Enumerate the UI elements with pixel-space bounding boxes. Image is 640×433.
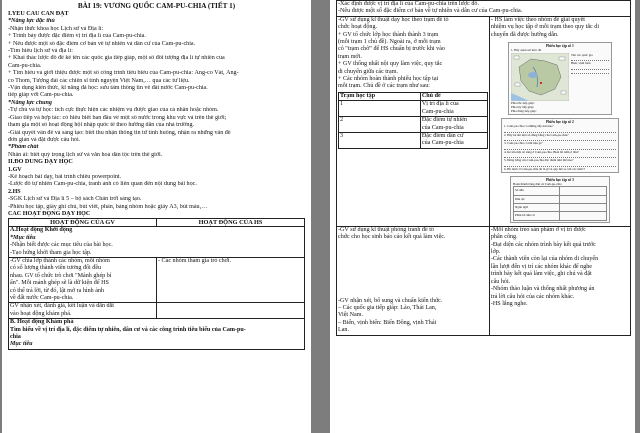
gv-text-line: ẩn". Mỗi mảnh ghép sẽ là dữ kiện để HS [10,280,109,287]
gv-text-line: về đất nước Cam-pu-chia. [10,295,74,302]
objective-line: -Giao tiếp và hợp tác: có hiểu biết ban đầu về một số nước trong khu vực và trên thế giới; [8,114,227,121]
gv-text-line: có số lượng thành viên tương đối đều [10,265,102,272]
warmup-hs-cell [157,258,305,303]
activity-table [8,218,305,350]
explore-subheading: Tìm hiểu về vị trí địa lí, đặc điểm tự nhiên, dân cư và các công trình tiêu biểu của Cam-pu- [10,326,246,333]
conclusion-hs-cell [157,303,305,319]
objective-line: I.YÊU CẦU CẦN ĐẠT [8,11,69,17]
hs-text-line: - Các nhóm tham gia trò chơi. [158,258,232,264]
gv-text-line: + GV thống nhất nội quy làm việc, quy tắc [338,61,443,68]
explore-heading: B. Hoạt động Khám phá [10,319,74,326]
objective-line: -Nhận thức khoa học Lịch sử và Địa lí: [8,25,104,32]
worksheet-3-row-label: Số dân [513,187,560,195]
station-number: 1 [339,101,421,117]
gv-text-line: có thể trả lời, từ đó, lật mở ra hình ảnh [10,287,105,294]
worksheet-1-item: Phía đông tiếp giáp: [510,108,537,113]
warmup-row [9,227,305,258]
gv-text-line: – Các quốc gia tiếp giáp: Lào, Thái Lan, [338,305,437,312]
gv-text-line: -GV chia lớp thành các nhóm, mỗi nhóm [10,258,110,264]
hs-text-line: trình bày kết quả làm việc, ghi chú và đặt [490,271,592,278]
gv-text-line: mỗi trạm. Chủ đề ở các trạm như sau: [338,83,430,90]
document-page-2 [330,0,635,433]
objective-line: Cam-pu-chia. [8,62,42,69]
worksheet-2-question: 5. Đồng bằng của Cam-pu-chia đặc điểm như thế nào? [503,158,574,163]
goal-line: -Nêu được một số đặc điểm cơ bản về tự nhiên và dân cư của Cam-pu-chia. [338,8,523,15]
warmup-heading: A.Hoạt động Khởi động [10,227,73,234]
explore-subheading-cont: chia [10,334,21,341]
topic-line: Cam-pu-chia [421,108,454,115]
objective-line: 2.HS [8,188,21,195]
objective-line: -Vận dụng kiến thức, kĩ năng đã học: sưu tầm thông tin về đất nước Cam-pu-chia. [8,85,208,92]
worksheet-1-item: Phía tây tiếp giáp: [510,104,535,109]
gv-text-line: -GV sử dụng kĩ thuật dạy học theo trạm để tổ [338,16,449,23]
objective-line: + Trình bày được đặc điểm vị trí địa lí của Cam-pu-chia. [8,33,146,40]
hs-text-line: phân công. [490,234,518,241]
gv-text-line: chức cho học sinh báo cáo kết quả làm việc. [338,234,446,241]
worksheet-1-map [508,42,612,115]
objective-line: *Năng lực đặc thù [8,18,55,25]
hs-text-line: nhiệm vụ học tập ở mỗi trạm theo quy tắc di [490,24,600,31]
objective-line: -Tự chủ và tự học: tích cực thực hiện các nhiệm vụ được giao của cá nhân hoặc nhóm. [8,107,219,114]
station-number: 2 [339,117,421,133]
worksheet-2-question: 3. Cam-pu-chia có khí hậu gì? [503,141,543,146]
station-header: Trạm học tập [339,92,421,100]
objective-line: -Lược đồ tự nhiên Cam-pu-chia, tranh ảnh có liên quan đến nội dung bài học. [8,181,197,188]
topic-line: Vị trí địa lí của [421,101,459,108]
objective-line: -Giải quyết vấn đề và sáng tạo: biết thu nhận thông tin từ tình huống, nhận ra những vấn đề [8,129,231,136]
objective-line: đơn giản và đặt được câu hỏi. [8,136,81,143]
worksheet-3-row-label: Ngôn ngữ [513,204,560,212]
worksheet-1-subtitle: 1. Hãy quan sát lược đồ [510,48,542,53]
warmup-gv-cell [9,258,157,303]
goal-line: -Xác định được vị trí địa lí của Cam-pu-chia trên lược đồ. [338,1,479,7]
explore-row [9,319,305,350]
station-topic [420,132,487,148]
objective-line: tham gia một số hoạt động hội nhập quốc tế theo hướng dẫn của nhà trường. [8,122,195,129]
objective-line: -Kế hoạch bài dạy, bài trình chiếu powerpoint. [8,173,122,180]
hs-text-line: -HS lắng nghe. [490,300,528,307]
gv-column-header: HOẠT ĐỘNG CỦA GV [9,219,157,227]
cambodia-map-image [511,53,569,101]
hs-text-line: -Mỗi nhóm treo sản phẩm ở vị trí được [490,226,586,233]
warmup-goal-label: *Mục tiêu [10,234,36,241]
station-topic [420,101,487,117]
station-hs-cell [489,16,630,226]
station-gv-cell [337,16,490,226]
worksheet-3-row-label: Dân tộc [513,195,560,203]
objective-line: -Phiếu học tập, giấy ghi chú, bút viết, phấn, bảng nhóm hoặc giấy A3, bút màu,… [8,203,208,210]
objective-line: 1.GV [8,166,22,173]
gv-text-line: vào hoạt động khám phá. [10,310,72,317]
hs-text-line: câu hỏi. [490,278,511,285]
station-table [338,92,488,149]
hs-text-line: -Đại diện các nhóm trình bày kết quả trước [490,241,596,248]
worksheet-1-item: Biển, vịnh biển [570,61,591,66]
objective-line: CÁC HOẠT ĐỘNG DẠY HỌC [8,210,91,217]
station-number: 3 [339,132,421,148]
hs-text-line: lần lượt đến vị trí các nhóm khác để nghe [490,263,592,270]
document-page-1 [2,0,311,433]
objective-line: Nhân ái: biết quý trọng lịch sử và văn hoá dân tộc trên thế giới. [8,151,163,158]
gallery-hs-cell [489,226,630,335]
lesson-title: BÀI 19: VƯƠNG QUỐC CAM-PU-CHIA (TIẾT 1) [77,2,236,10]
explore-goal-label: Mục tiêu [10,341,33,348]
gv-text-line: Việt Nam. [338,312,364,319]
warmup-goal-2: -Tạo hứng khởi tham gia học tập. [10,249,92,256]
worksheet-1-title: Phiếu học tập số 1 [546,44,574,49]
hs-text-line: lớp. [490,249,501,256]
gv-text-line: nhau. GV tổ chức trò chơi "Mảnh ghép bí [10,272,112,279]
hs-text-line: chuyển đã được hướng dẫn. [490,31,559,38]
objective-line: tiếp giáp với Cam-pu-chia. [8,92,74,99]
worksheet-2-question: 2. Hãy kể tên một số đồng bằng của Cam-pu-chia? [503,132,569,137]
worksheet-2-question: 1. Cam-pu-chia có những dãy núi nào? [503,124,554,129]
objective-line: co Thom, Tượng đài các chiến sĩ tình nguyện Việt Nam,… qua các tư liệu. [8,77,190,84]
hs-text-line: -Các thành viên còn lại của nhóm di chuyển [490,256,599,263]
objectives-section [8,11,305,218]
topic-line: của Cam-pu-chia [421,140,464,147]
objective-line: + Nêu được một số đặc điểm cơ bản về tự nhiên và dân cư của Cam-pu-chia. [8,40,196,47]
topic-line: của Cam-pu-chia [421,124,464,131]
gv-text-line: + Các nhóm hoàn thành phiếu học tập tại [338,76,439,83]
objective-line: -Tìm hiểu lịch sử và địa lí: [8,48,73,55]
worksheet-2 [501,118,619,173]
worksheet-2-question: 6. Hồ nước ở Cam-pu-chia đó là gì và quy mô so với các nước? [503,166,586,171]
worksheet-1-item: Tên các quốc gia [570,52,593,57]
gv-text-line: có "trạm chờ" để HS chuẩn bị trước khi vào [338,46,445,53]
station-topic [420,117,487,133]
gv-text-line: chức hoạt động. [338,24,378,31]
objective-line: -SGK Lịch sử và Địa lí 5 – bộ sách Chân trời sáng tạo. [8,196,142,203]
activity-table-continued [336,0,631,336]
gv-text-line: (mỗi trạm 1 chủ đề). Ngoài ra, ở mỗi trạm [338,39,441,46]
hs-text-line: -Nhóm thảo luận và thống nhất phương án [490,286,595,293]
gallery-gv-cell [337,226,490,335]
worksheet-3-title: Phiếu học tập số 3 [546,177,574,182]
worksheet-3-row-label: Phân bố dân cư [513,212,560,220]
objective-line: *Phẩm chất [8,144,39,151]
gv-text-line: trạm mới. [338,53,362,60]
gv-text-line: -GV nhận xét, bổ sung và chuẩn kiến thức. [338,297,443,304]
hs-text-line: - HS làm việc theo nhóm để giải quyết [490,16,585,23]
hs-column-header: HOẠT ĐỘNG CỦA HS [157,219,305,227]
topic-header: Chủ đề [420,92,487,100]
hs-text-line: trả lời câu hỏi của các nhóm khác. [490,293,575,300]
worksheet-3 [510,176,610,223]
topic-line: Đặc điểm tự nhiên [421,117,467,124]
objective-line: + Tìm hiểu và giới thiệu được một số công trình tiêu biểu của Cam-pu-chia: Ăng-co Vát, Ăng- [8,70,239,77]
objective-line: + Khai thác lược đồ để kể tên các quốc gia tiếp giáp, một số đối tượng địa lí tự nhiên của [8,55,225,62]
gv-text-line: – Biển, vịnh biển: Biển Đông, vịnh Thái [338,319,437,326]
worksheet-2-title: Phiếu học tập số 2 [546,119,574,124]
objective-line: II.ĐỒ DÙNG DẠY HỌC [8,159,73,166]
warmup-goal-1: -Nhận biết được các mục tiêu của bài học. [10,242,113,249]
worksheet-1-item: Phía bắc tiếp giáp: [510,100,535,105]
worksheet-3-subtitle: Hoàn thành bảng dân cư Cam-pu-chia [512,182,562,187]
gv-text-line: -GV sử dụng kĩ thuật phòng tranh để tổ [338,226,434,233]
worksheet-2-question: 4. Kể tên một số sông ở Cam-pu-chia. Biển hồ nằm ở đâu? [503,149,579,154]
conclusion-gv-cell [9,303,157,319]
gv-text-line: Lan. [338,327,349,334]
worksheet-3-table [513,186,607,221]
gv-text-line: GV nhận xét, đánh giá, kết luận và dẫn dắt [10,303,114,310]
objective-line: *Năng lực chung [8,99,52,106]
gv-text-line: + GV tổ chức lớp học thành thành 3 trạm [338,31,439,38]
explore-goals-row [337,1,631,17]
gv-text-line: di chuyển giữa các trạm. [338,68,398,75]
topic-line: Đặc điểm dân cư [421,132,464,139]
